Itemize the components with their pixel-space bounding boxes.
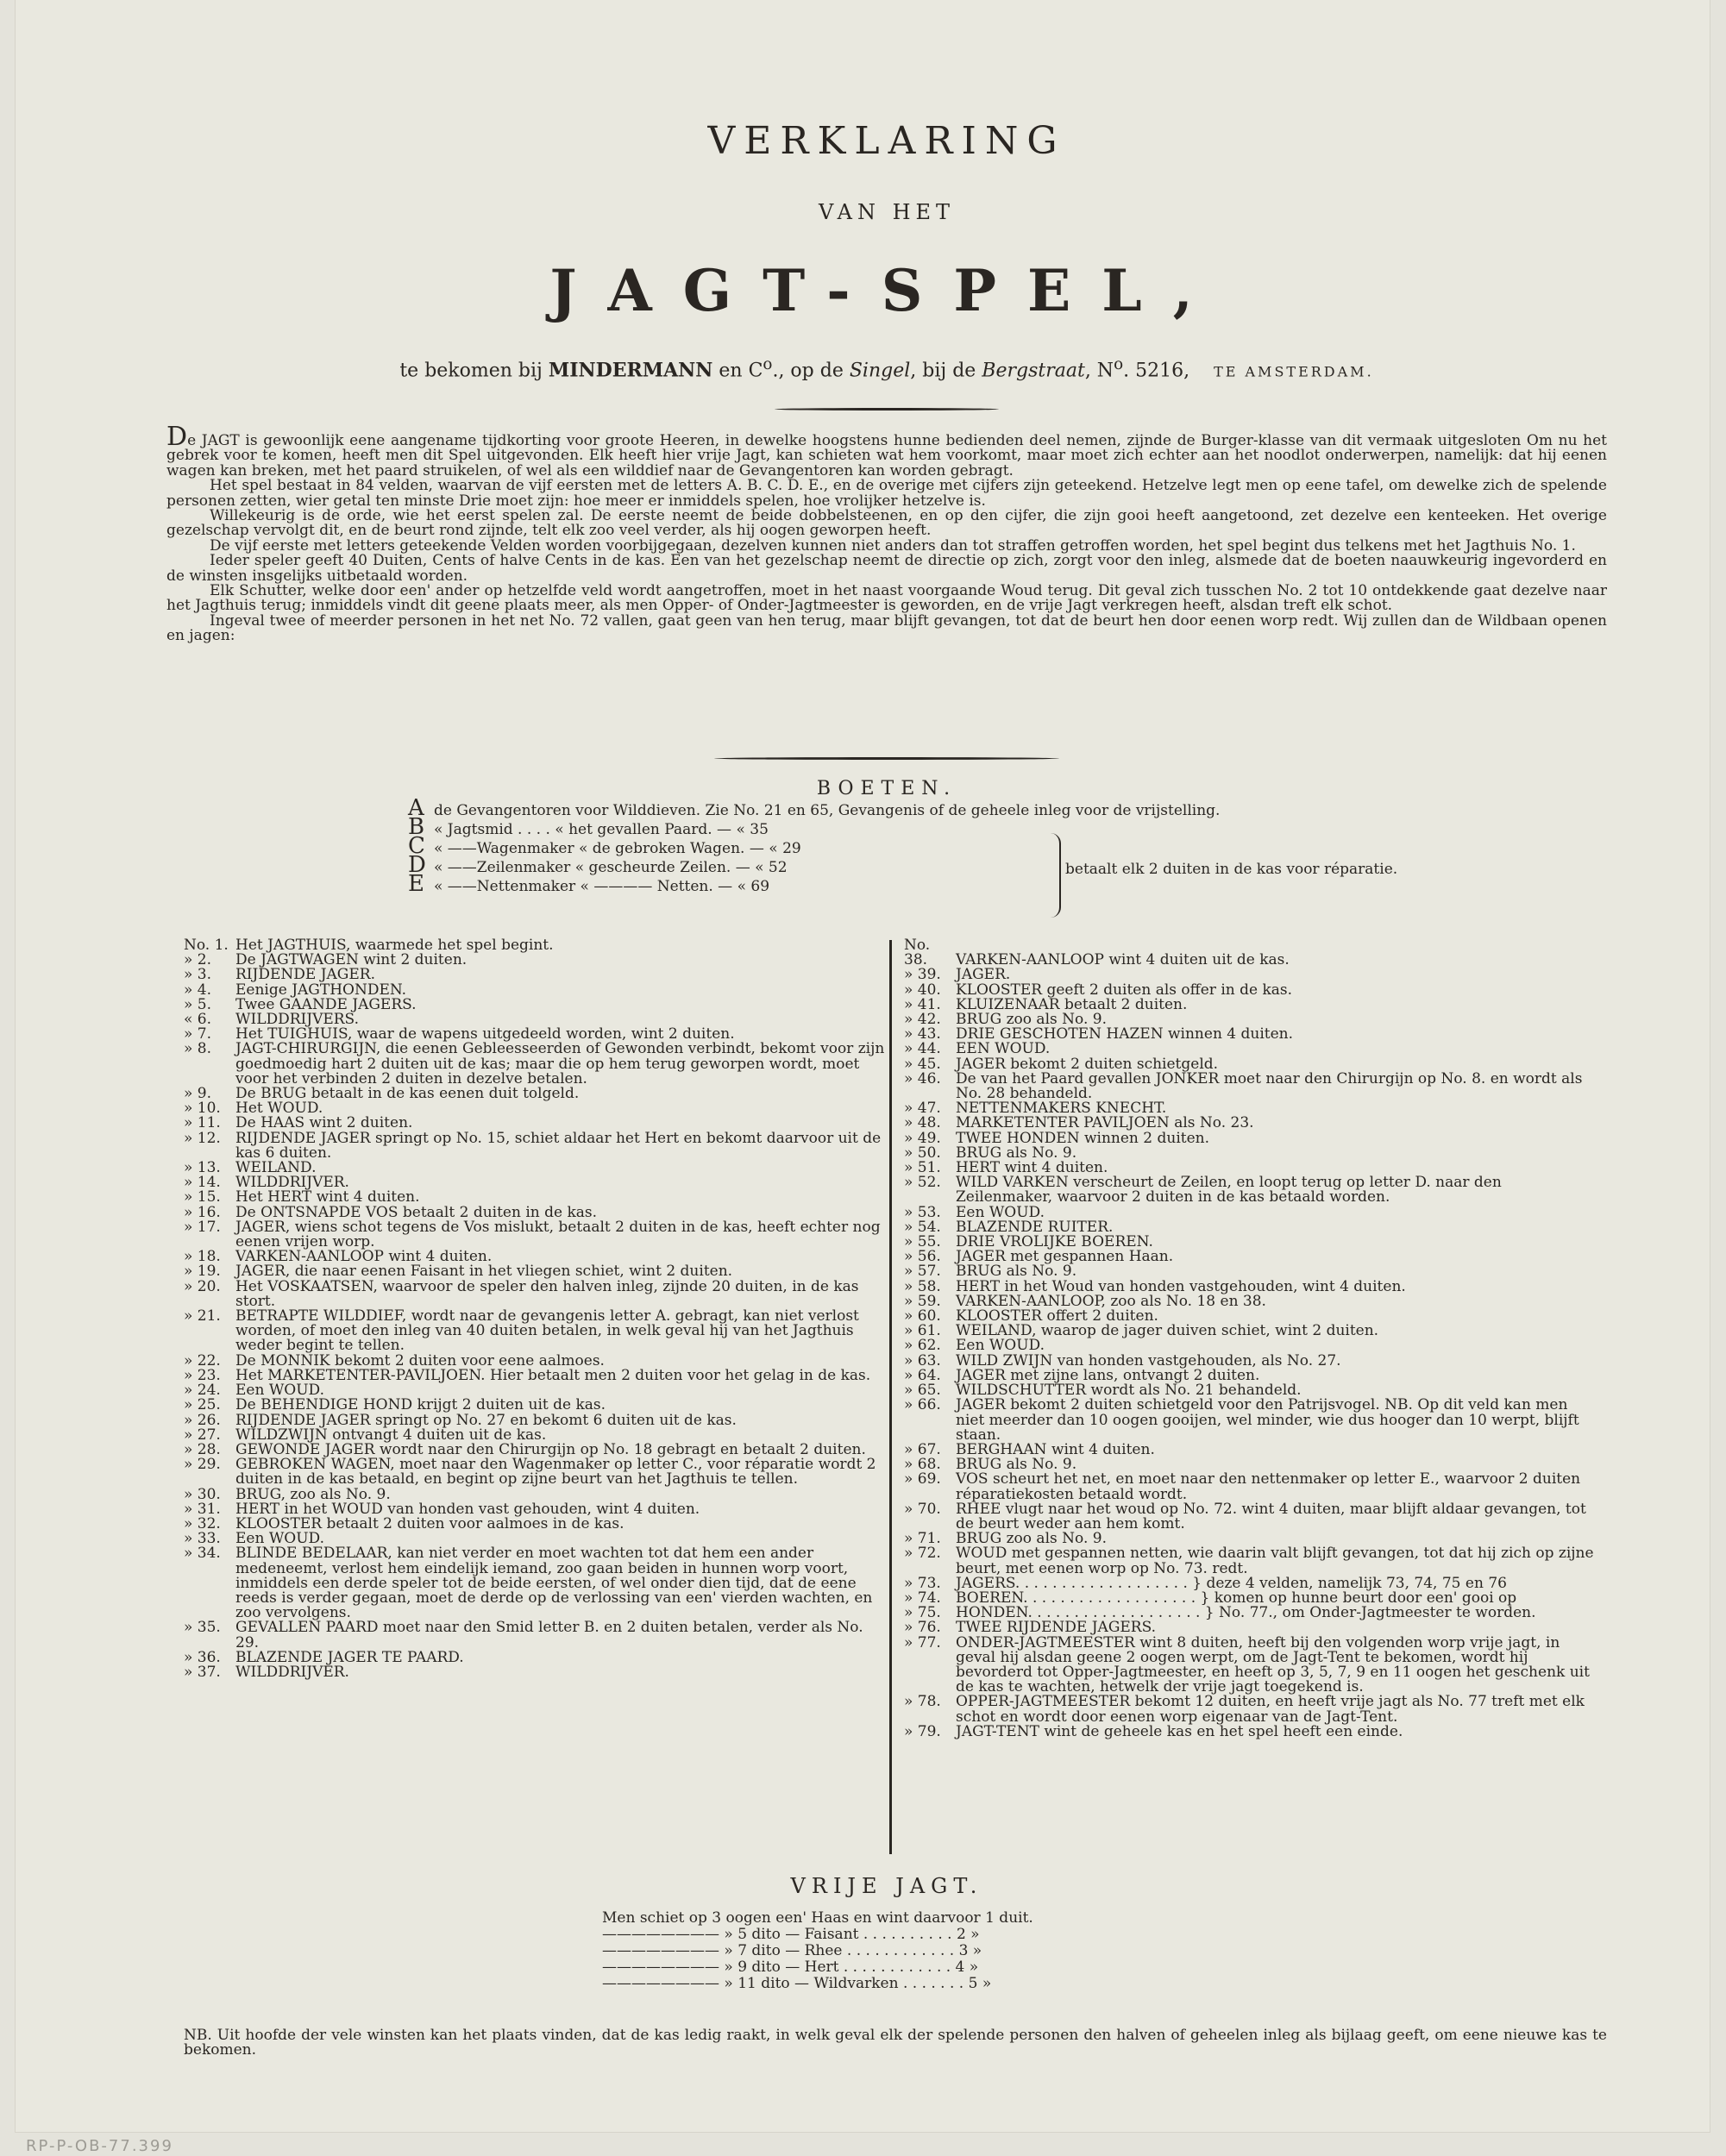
rule-item-text: HERT in het WOUD van honden vast gehouden, wint 4 duiten.: [235, 1500, 700, 1518]
rule-item-text: WILDSCHUTTER wordt als No. 21 behandeld.: [956, 1382, 1302, 1400]
rule-item: [184, 1277, 891, 1310]
rule-item-number: » 20.: [184, 1277, 221, 1295]
rules-column-right: [904, 938, 1594, 1739]
rule-item-text: BLINDE BEDELAAR, kan niet verder en moet wachten tot dat hem een ander medeneemt, verlost hem eindelijk iemand, zoo gaan beiden in hunnen worp voort, inmiddels een derde speler tot de beide eersten, of wel onder dien tijd, dat de eene reeds is verder gegaan, moet de derde op de verlossing van een' vierden wachten, en zoo vervolgens.: [235, 1545, 873, 1622]
rule-item: [184, 1220, 891, 1250]
rule-item-text: BRUG, zoo als No. 9.: [235, 1485, 391, 1503]
ornament-divider: [775, 408, 999, 411]
rule-item: [184, 1457, 891, 1487]
rule-item-text: JAGER met gespannen Haan.: [956, 1248, 1174, 1266]
rule-item-number: » 77.: [904, 1633, 941, 1651]
rule-item-number: » 27.: [184, 1426, 221, 1444]
rule-item-text: KLOOSTER betaalt 2 duiten voor aalmoes in de kas.: [235, 1514, 624, 1532]
rule-item-number: » 55.: [904, 1233, 941, 1251]
rule-item-text: BRUG als No. 9.: [956, 1144, 1077, 1162]
boeten-row: [408, 795, 1357, 821]
rule-item-number: » 44.: [904, 1040, 941, 1058]
rule-item-text: KLOOSTER offert 2 duiten.: [956, 1307, 1158, 1326]
publisher-prefix: te bekomen bij: [399, 360, 549, 382]
rule-item: [904, 1633, 1594, 1696]
rule-item-text: Een WOUD.: [235, 1530, 324, 1548]
rule-item-text: HONDEN. . . . . . . . . . . . . . . . . . . } No. 77., om Onder-Jagtmeester te worden.: [956, 1604, 1536, 1622]
rule-item-number: » 15.: [184, 1188, 221, 1206]
vrije-jagt-heading: VRIJE JAGT.: [790, 1874, 983, 1898]
rule-item-text: NETTENMAKERS KNECHT.: [956, 1100, 1167, 1118]
rule-item-number: » 40.: [904, 981, 941, 999]
boeten-row: [408, 814, 1357, 840]
catalog-number: RP-P-OB-77.399: [26, 2137, 173, 2155]
rule-item: [184, 1131, 891, 1161]
rule-item-number: » 9.: [184, 1085, 212, 1103]
rule-item: [904, 1502, 1594, 1532]
rule-item-text: VARKEN-AANLOOP wint 4 duiten uit de kas.: [956, 951, 1290, 969]
rule-item-text: De JAGTWAGEN wint 2 duiten.: [235, 951, 468, 969]
rule-item-number: » 57.: [904, 1263, 941, 1281]
boeten-list: [408, 795, 1398, 897]
rule-item-number: » 36.: [184, 1648, 221, 1666]
rule-item-text: JAGT-CHIRURGIJN, die eenen Gebleesseerden of Gewonden verbindt, bekomt voor zijn goedmoedig hart 2 duiten uit de kas; maar die op hem terug geworpen wordt, moet voor het verbinden 2 duiten in dezelve betalen.: [235, 1040, 885, 1087]
rule-item-number: » 25.: [184, 1396, 221, 1414]
rule-item-text: RIJDENDE JAGER.: [235, 966, 375, 984]
rule-item-number: » 4.: [184, 981, 212, 999]
rule-item-text: BRUG als No. 9.: [956, 1456, 1077, 1474]
house-number: . 5216,: [1123, 360, 1190, 382]
boeten-letter: B: [408, 814, 425, 840]
rule-item-text: WILDDRIJVERS.: [235, 1011, 359, 1029]
city-name: TE AMSTERDAM.: [1214, 363, 1374, 380]
rule-item-text: VARKEN-AANLOOP wint 4 duiten.: [235, 1248, 493, 1266]
rule-item-text: HERT wint 4 duiten.: [956, 1159, 1108, 1177]
rule-item: [904, 938, 1594, 968]
rule-item-text: WILD VARKEN verscheurt de Zeilen, en loopt terug op letter D. naar den Zeilenmaker, waarvoor 2 duiten in de kas betaald worden.: [956, 1174, 1502, 1206]
publisher-text: en C: [712, 360, 763, 382]
intro-paragraph: Elk Schutter, welke door een' ander op hetzelfde veld wordt aangetroffen, moet in het naast voorgaande Woud terug. Dit geval zich tusschen No. 2 tot 10 ontdekkende gaat dezelve naar het Jagthuis terug; inmiddels vindt dit geene plaats meer, als men Opper- of Onder-Jagtmeester is geworden, en de vrije Jagt verkregen heeft, alsdan treft elk schot.: [166, 582, 1607, 615]
rule-item-text: WILD ZWIJN van honden vastgehouden, als No. 27.: [956, 1351, 1341, 1369]
rule-item-number: » 59.: [904, 1292, 941, 1310]
title-van-het: VAN HET: [818, 200, 956, 224]
rule-item-number: » 21.: [184, 1307, 221, 1326]
rules-column-left: [184, 938, 891, 1680]
rule-item-text: BERGHAAN wint 4 duiten.: [956, 1440, 1155, 1458]
boeten-letter: C: [408, 833, 425, 859]
rule-item-text: Een WOUD.: [235, 1382, 324, 1400]
rule-item-text: GEVALLEN PAARD moet naar den Smid letter B. en 2 duiten betalen, verder als No. 29.: [235, 1619, 863, 1651]
rule-item-text: JAGER bekomt 2 duiten schietgeld.: [956, 1055, 1219, 1073]
publisher-text: , N: [1084, 360, 1114, 382]
rule-item-number: » 33.: [184, 1530, 221, 1548]
rule-item-number: » 12.: [184, 1129, 221, 1147]
rule-item-text: Het TUIGHUIS, waar de wapens uitgedeeld worden, wint 2 duiten.: [235, 1025, 735, 1044]
rule-item: [904, 1472, 1594, 1501]
boeten-brace-text: betaalt elk 2 duiten in de kas voor réparatie.: [1065, 861, 1398, 878]
rule-item-number: » 50.: [904, 1144, 941, 1162]
boeten-text: « ——Wagenmaker « de gebroken Wagen. — « 29: [434, 840, 801, 857]
rule-item-text: BLAZENDE RUITER.: [956, 1218, 1114, 1236]
vrije-jagt-row: ———————— » 9 dito — Hert . . . . . . . . . . . . 4 »: [602, 1959, 979, 1976]
publisher-text: ., op de: [772, 360, 850, 382]
rule-item-number: » 14.: [184, 1174, 221, 1192]
rule-item-text: BRUG als No. 9.: [956, 1263, 1077, 1281]
rule-item-number: » 74.: [904, 1589, 941, 1607]
rule-item-number: » 62.: [904, 1337, 941, 1355]
rule-item-number: » 26.: [184, 1411, 221, 1429]
rule-item-text: Een WOUD.: [956, 1203, 1045, 1221]
rule-item-text: Het MARKETENTER-PAVILJOEN. Hier betaalt men 2 duiten voor het gelag in de kas.: [235, 1366, 871, 1384]
rule-item-number: » 68.: [904, 1456, 941, 1474]
rule-item-number: » 65.: [904, 1382, 941, 1400]
boeten-text: « ——Nettenmaker « ———— Netten. — « 69: [434, 878, 770, 895]
intro-paragraph: Willekeurig is de orde, wie het eerst spelen zal. De eerste neemt de beide dobbelsteenen, en op den cijfer, die zijn gooi heeft aangetoond, zet dezelve een kenteeken. Het overige gezelschap vervolgt dit, en de beurt rond zijnde, telt elk zoo veel verder, als hij oogen geworpen heeft.: [166, 507, 1607, 540]
rule-item-number: » 16.: [184, 1203, 221, 1221]
boeten-letter: A: [408, 795, 424, 821]
rule-item-number: » 73.: [904, 1574, 941, 1592]
rule-item-text: ONDER-JAGTMEESTER wint 8 duiten, heeft bij den volgenden worp vrije jagt, in geval hij alsdan geene 2 oogen werpt, om de Jagt-Tent te bekomen, wordt hij bevorderd tot Opper-Jagtmeester, en heeft op 3, 5, 7, 9 en 11 oogen het geschenk uit de kas te wachten, hetwelk der vrije jagt toegekend is.: [956, 1633, 1590, 1696]
drop-cap: D: [166, 422, 188, 452]
intro-paragraph: Het spel bestaat in 84 velden, waarvan de vijf eersten met de letters A. B. C. D. E., en de overige met cijfers zijn geteekend. Hetzelve legt men op eene tafel, om dewelke zich de spelende personen zetten, wier getal ten minste Drie moet zijn: hoe meer er inmiddels spelen, hoe vrolijker hetzelve is.: [166, 477, 1607, 510]
rule-item-text: OPPER-JAGTMEESTER bekomt 12 duiten, en heeft vrije jagt als No. 77 treft met elk schot en wordt door eenen worp eigenaar van de Jagt-Tent.: [956, 1693, 1585, 1726]
rule-item-number: » 64.: [904, 1366, 941, 1384]
paper-sheet: [16, 0, 1710, 2132]
rule-item-text: Twee GAANDE JAGERS.: [235, 995, 417, 1013]
rule-item-number: » 7.: [184, 1025, 212, 1044]
rule-item-number: » 34.: [184, 1545, 221, 1563]
rule-item-number: » 35.: [184, 1619, 221, 1637]
column-divider: [889, 940, 892, 1854]
rule-item-text: WEILAND.: [235, 1159, 317, 1177]
rule-item-number: » 72.: [904, 1545, 941, 1563]
rule-item-text: Het VOSKAATSEN, waarvoor de speler den halven inleg, zijnde 20 duiten, in de kas stort.: [235, 1277, 859, 1310]
rule-item-number: » 67.: [904, 1440, 941, 1458]
rule-item-text: JAGT-TENT wint de geheele kas en het spel heeft een einde.: [956, 1722, 1403, 1740]
rule-item-number: » 49.: [904, 1129, 941, 1147]
rule-item-text: GEBROKEN WAGEN, moet naar den Wagenmaker op letter C., voor réparatie wordt 2 duiten in de kas betaald, en begint op zijne beurt van het Jagthuis te tellen.: [235, 1456, 876, 1489]
rule-item-text: BOEREN. . . . . . . . . . . . . . . . . . . } komen op hunne beurt door een' gooi op: [956, 1589, 1517, 1607]
title-verklaring: VERKLARING: [707, 119, 1066, 163]
rule-item-text: RIJDENDE JAGER springt op No. 27 en bekomt 6 duiten uit de kas.: [235, 1411, 737, 1429]
brace-icon: [1051, 833, 1061, 918]
rule-item-text: Een WOUD.: [956, 1337, 1045, 1355]
rule-item-text: WOUD met gespannen netten, wie daarin valt blijft gevangen, tot dat hij zich op zijne beurt, met eenen worp op No. 73. redt.: [956, 1545, 1594, 1577]
vrije-jagt-row: ———————— » 11 dito — Wildvarken . . . . . . . 5 »: [602, 1975, 992, 1992]
boeten-letter: D: [408, 852, 426, 878]
rule-item-text: BRUG zoo als No. 9.: [956, 1011, 1107, 1029]
rule-item-number: » 79.: [904, 1722, 941, 1740]
rule-item-text: MARKETENTER PAVILJOEN als No. 23.: [956, 1114, 1254, 1132]
rule-item-number: » 19.: [184, 1263, 221, 1281]
rule-item-number: » 41.: [904, 995, 941, 1013]
rule-item-number: » 17.: [184, 1218, 221, 1236]
rule-item: [904, 1398, 1594, 1443]
rule-item-text: HERT in het Woud van honden vastgehouden, wint 4 duiten.: [956, 1277, 1406, 1295]
rule-item: [904, 1069, 1594, 1103]
rule-item-text: De BRUG betaalt in de kas eenen duit tolgeld.: [235, 1085, 580, 1103]
boeten-row: [408, 833, 1357, 859]
publisher-line: [166, 355, 1607, 381]
rule-item-text: RHEE vlugt naar het woud op No. 72. wint 4 duiten, maar blijft aldaar gevangen, tot de beurt weder aan hem komt.: [956, 1500, 1586, 1532]
street-singel: Singel: [849, 360, 911, 382]
rule-item: [904, 1175, 1594, 1205]
rule-item-number: » 28.: [184, 1440, 221, 1458]
rule-item-number: » 32.: [184, 1514, 221, 1532]
rule-item-number: » 29.: [184, 1456, 221, 1474]
rule-item: [184, 1042, 891, 1087]
rule-item: [184, 1665, 891, 1680]
boeten-text: de Gevangentoren voor Wilddieven. Zie No. 21 en 65, Gevangenis of de geheele inleg voor de vrijstelling.: [434, 802, 1221, 819]
rule-item-number: » 18.: [184, 1248, 221, 1266]
rule-item-text: TWEE HONDEN winnen 2 duiten.: [956, 1129, 1210, 1147]
rule-item-text: JAGER, die naar eenen Faisant in het vliegen schiet, wint 2 duiten.: [235, 1263, 733, 1281]
publisher-name: MINDERMANN: [548, 359, 713, 382]
rule-item: [904, 1695, 1594, 1724]
rule-item-text: De ONTSNAPDE VOS betaalt 2 duiten in de kas.: [235, 1203, 598, 1221]
rule-item-number: » 52.: [904, 1174, 941, 1192]
rule-item-text: DRIE VROLIJKE BOEREN.: [956, 1233, 1153, 1251]
rule-item-number: » 2.: [184, 951, 212, 969]
rule-item-number: » 63.: [904, 1351, 941, 1369]
rule-item-number: » 69.: [904, 1470, 941, 1489]
vrije-jagt-row: Men schiet op 3 oogen een' Haas en wint daarvoor 1 duit.: [602, 1909, 1033, 1927]
rule-item-text: Het HERT wint 4 duiten.: [235, 1188, 420, 1206]
vrije-jagt-row: ———————— » 5 dito — Faisant . . . . . . . . . . 2 »: [602, 1926, 980, 1943]
rule-item-number: » 30.: [184, 1485, 221, 1503]
rule-item-number: » 61.: [904, 1322, 941, 1340]
ornament-divider: [714, 757, 1059, 760]
rule-item-text: DRIE GESCHOTEN HAZEN winnen 4 duiten.: [956, 1025, 1294, 1044]
rule-item-text: WILDDRIJVER.: [235, 1174, 349, 1192]
rule-item-text: JAGERS. . . . . . . . . . . . . . . . . . . } deze 4 velden, namelijk 73, 74, 75 en 76: [956, 1574, 1507, 1592]
vrije-jagt-table: [602, 1910, 1206, 1992]
rule-item: [184, 1309, 891, 1354]
rule-item-number: » 48.: [904, 1114, 941, 1132]
rule-item-text: De van het Paard gevallen JONKER moet naar den Chirurgijn op No. 8. en wordt als No. 28 behandeld.: [956, 1069, 1583, 1103]
boeten-heading: BOETEN.: [816, 778, 957, 799]
rule-item-text: JAGER.: [956, 966, 1011, 984]
rule-item-number: » 58.: [904, 1277, 941, 1295]
rule-item: [904, 1546, 1594, 1576]
intro-paragraph: Ieder speler geeft 40 Duiten, Cents of halve Cents in de kas. Een van het gezelschap neemt de directie op zich, zorgt voor den inleg, alsmede dat de boeten naauwkeurig ingevorderd en de winsten insgelijks uitbetaald worden.: [166, 552, 1607, 585]
intro-paragraph: [166, 422, 1607, 479]
rule-item-text: Het WOUD.: [235, 1100, 323, 1118]
rule-item-number: » 37.: [184, 1663, 221, 1681]
intro-paragraph: De vijf eerste met letters geteekende Velden worden voorbijgegaan, dezelven kunnen niet anders dan tot straffen getroffen worden, het spel begint dus telkens met het Jagthuis No. 1.: [210, 536, 1576, 555]
rule-item-number: « 6.: [184, 1011, 212, 1029]
rule-item-number: » 13.: [184, 1159, 221, 1177]
rule-item-text: BRUG zoo als No. 9.: [956, 1530, 1107, 1548]
rule-item: [184, 1620, 891, 1650]
rule-item-number: » 22.: [184, 1351, 221, 1369]
rule-item-text: BETRAPTE WILDDIEF, wordt naar de gevangenis letter A. gebragt, kan niet verlost worden, of moet den inleg van 40 duiten betalen, in welk geval hij van het Jagthuis weder begint te tellen.: [235, 1307, 859, 1355]
vrije-jagt-row: ———————— » 7 dito — Rhee . . . . . . . . . . . . 3 »: [602, 1942, 982, 1959]
rule-item: [904, 1722, 1594, 1740]
intro-paragraph-text: e JAGT is gewoonlijk eene aangename tijdkorting voor groote Heeren, in dewelke hoogstens hunne bedienden deel nemen, zijnde de Burger-klasse van dit vermaak uitgesloten Om nu het gebrek voor te komen, heeft men dit Spel uitgevonden. Elk heeft hier vrije Jagt, kan schieten wat hem voorkomt, maar moet zich echter aan het noodlot onderwerpen, namelijk: dat hij eenen wagen kan breken, met het paard struikelen, of wel als een wilddief naar de Gevangentoren kan worden gebragt.: [166, 432, 1607, 479]
rule-item-number: » 53.: [904, 1203, 941, 1221]
rule-item-text: De HAAS wint 2 duiten.: [235, 1114, 413, 1132]
rule-item-number: » 42.: [904, 1011, 941, 1029]
rule-item-number: » 3.: [184, 966, 212, 984]
rule-item-number: » 24.: [184, 1382, 221, 1400]
publisher-text: , bij de: [910, 360, 982, 382]
rule-item: [184, 1546, 891, 1620]
rule-item-text: WILDZWIJN ontvangt 4 duiten uit de kas.: [235, 1426, 547, 1444]
rule-item-number: » 54.: [904, 1218, 941, 1236]
rule-item-number: » 45.: [904, 1055, 941, 1073]
rule-item-text: VARKEN-AANLOOP, zoo als No. 18 en 38.: [956, 1292, 1266, 1310]
rule-item-number: » 39.: [904, 966, 941, 984]
rule-item-number: » 76.: [904, 1619, 941, 1637]
rule-item-text: WILDDRIJVER.: [235, 1663, 349, 1681]
rule-item-number: No. 38.: [904, 937, 931, 969]
rule-item-number: » 70.: [904, 1500, 941, 1518]
rule-item-number: » 66.: [904, 1396, 941, 1414]
rule-item-text: JAGER met zijne lans, ontvangt 2 duiten.: [956, 1366, 1260, 1384]
rule-item-text: Eenige JAGTHONDEN.: [235, 981, 407, 999]
rule-item-number: » 60.: [904, 1307, 941, 1326]
rule-item-number: » 23.: [184, 1366, 221, 1384]
rule-item-text: BLAZENDE JAGER TE PAARD.: [235, 1648, 464, 1666]
intro-text: [166, 422, 1607, 645]
rule-item-text: JAGER bekomt 2 duiten schietgeld voor den Patrijsvogel. NB. Op dit veld kan men niet meerder dan 10 oogen gooijen, wel minder, wie dus hooger dan 10 werpt, blijft staan.: [956, 1396, 1579, 1444]
rule-item-text: KLUIZENAAR betaalt 2 duiten.: [956, 995, 1188, 1013]
rule-item-text: WEILAND, waarop de jager duiven schiet, wint 2 duiten.: [956, 1322, 1379, 1340]
rule-item-text: TWEE RIJDENDE JAGERS.: [956, 1619, 1157, 1637]
rule-item-number: » 31.: [184, 1500, 221, 1518]
rule-item-number: » 10.: [184, 1100, 221, 1118]
rule-item-number: » 8.: [184, 1040, 212, 1058]
rule-item-text: GEWONDE JAGER wordt naar den Chirurgijn op No. 18 gebragt en betaalt 2 duiten.: [235, 1440, 866, 1458]
rule-item-number: » 51.: [904, 1159, 941, 1177]
boeten-letter: E: [408, 871, 424, 897]
rule-item-number: » 47.: [904, 1100, 941, 1118]
rule-item-text: De MONNIK bekomt 2 duiten voor eene aalmoes.: [235, 1351, 605, 1369]
publisher-sup: o: [1114, 355, 1124, 373]
boeten-text: « Jagtsmid . . . . « het gevallen Paard. — « 35: [434, 821, 769, 838]
street-bergstraat: Bergstraat: [982, 360, 1085, 382]
closing-note: NB. Uit hoofde der vele winsten kan het plaats vinden, dat de kas ledig raakt, in welk geval elk der spelende personen den halven of geheelen inleg als bijlaag geeft, om eene nieuwe kas te bekomen.: [184, 2027, 1607, 2059]
rule-item-number: No. 1.: [184, 937, 229, 954]
rule-item-number: » 71.: [904, 1530, 941, 1548]
publisher-sup: o: [763, 355, 773, 373]
rule-item-number: » 43.: [904, 1025, 941, 1044]
rule-item-number: » 78.: [904, 1693, 941, 1711]
rule-item-number: » 11.: [184, 1114, 221, 1132]
title-jagt-spel: JAGT-SPEL,: [549, 257, 1224, 324]
rule-item-number: » 56.: [904, 1248, 941, 1266]
rule-item-text: JAGER, wiens schot tegens de Vos mislukt, betaalt 2 duiten in de kas, heeft echter nog eenen vrijen worp.: [235, 1218, 881, 1251]
rule-item-number: » 46.: [904, 1069, 941, 1087]
boeten-text: « ——Zeilenmaker « gescheurde Zeilen. — « 52: [434, 859, 788, 876]
rule-item-number: » 5.: [184, 995, 212, 1013]
rule-item-text: Het JAGTHUIS, waarmede het spel begint.: [235, 937, 554, 954]
rule-item-text: RIJDENDE JAGER springt op No. 15, schiet aldaar het Hert en bekomt daarvoor uit de kas 6 duiten.: [235, 1129, 882, 1162]
intro-paragraph: Ingeval twee of meerder personen in het net No. 72 vallen, gaat geen van hen terug, maar blijft gevangen, tot dat de beurt hen door eenen worp redt. Wij zullen dan de Wildbaan openen en jagen:: [166, 611, 1607, 645]
rule-item-number: » 75.: [904, 1604, 941, 1622]
rule-item-text: EEN WOUD.: [956, 1040, 1051, 1058]
rule-item-text: KLOOSTER geeft 2 duiten als offer in de kas.: [956, 981, 1293, 999]
rule-item-text: De BEHENDIGE HOND krijgt 2 duiten uit de kas.: [235, 1396, 606, 1414]
rule-item-text: VOS scheurt het net, en moet naar den nettenmaker op letter E., waarvoor 2 duiten réparatiekosten betaald wordt.: [956, 1470, 1581, 1503]
